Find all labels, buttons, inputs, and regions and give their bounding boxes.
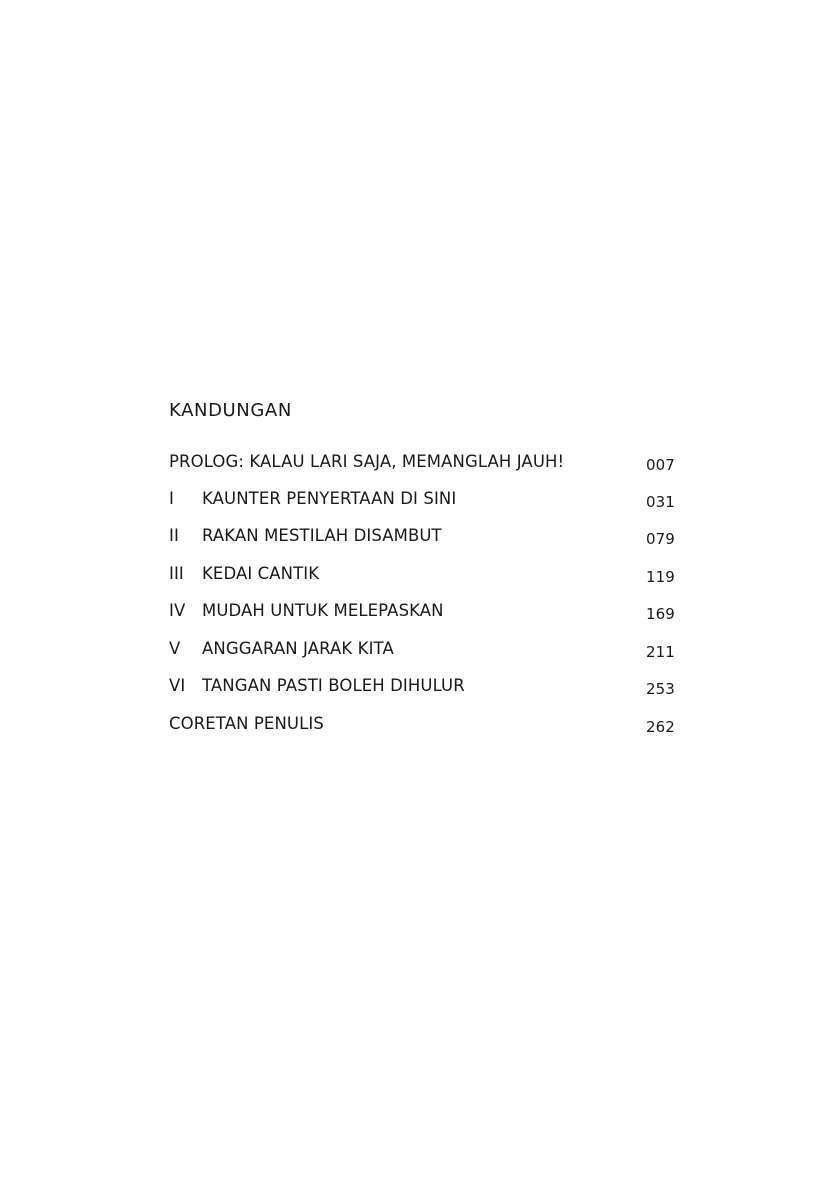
toc-entry-label: ANGGARAN JARAK KITA (202, 639, 394, 658)
toc-entry-label: TANGAN PASTI BOLEH DIHULUR (202, 676, 465, 695)
toc-entry-page: 253 (646, 680, 675, 698)
toc-entry-page: 079 (646, 530, 675, 548)
toc-entry-label: MUDAH UNTUK MELEPASKAN (202, 601, 444, 620)
toc-entry-author-note (169, 714, 689, 738)
toc-title: KANDUNGAN (169, 400, 292, 421)
toc-entry-label: CORETAN PENULIS (169, 714, 324, 733)
toc-entry-numeral: III (169, 564, 184, 583)
toc-entry-chapter-5 (169, 639, 689, 663)
toc-entry-numeral: II (169, 526, 179, 545)
toc-entry-label: KAUNTER PENYERTAAN DI SINI (202, 489, 457, 508)
toc-entry-page: 169 (646, 605, 675, 623)
toc-entry-numeral: V (169, 639, 181, 658)
toc-entry-chapter-6 (169, 676, 689, 700)
toc-entry-chapter-2 (169, 526, 689, 550)
toc-entry-page: 031 (646, 493, 675, 511)
toc-entry-numeral: VI (169, 676, 186, 695)
toc-entry-label: RAKAN MESTILAH DISAMBUT (202, 526, 442, 545)
toc-entry-page: 007 (646, 456, 675, 474)
toc-entry-chapter-4 (169, 601, 689, 625)
toc-entry-page: 211 (646, 643, 675, 661)
toc-entry-page: 262 (646, 718, 675, 736)
toc-entry-chapter-1 (169, 489, 689, 513)
toc-entry-prolog (169, 452, 689, 476)
toc-entry-label: KEDAI CANTIK (202, 564, 320, 583)
toc-entry-numeral: I (169, 489, 174, 508)
toc-entry-page: 119 (646, 568, 675, 586)
toc-entry-label: PROLOG: KALAU LARI SAJA, MEMANGLAH JAUH! (169, 452, 565, 471)
toc-entry-chapter-3 (169, 564, 689, 588)
toc-entry-numeral: IV (169, 601, 186, 620)
